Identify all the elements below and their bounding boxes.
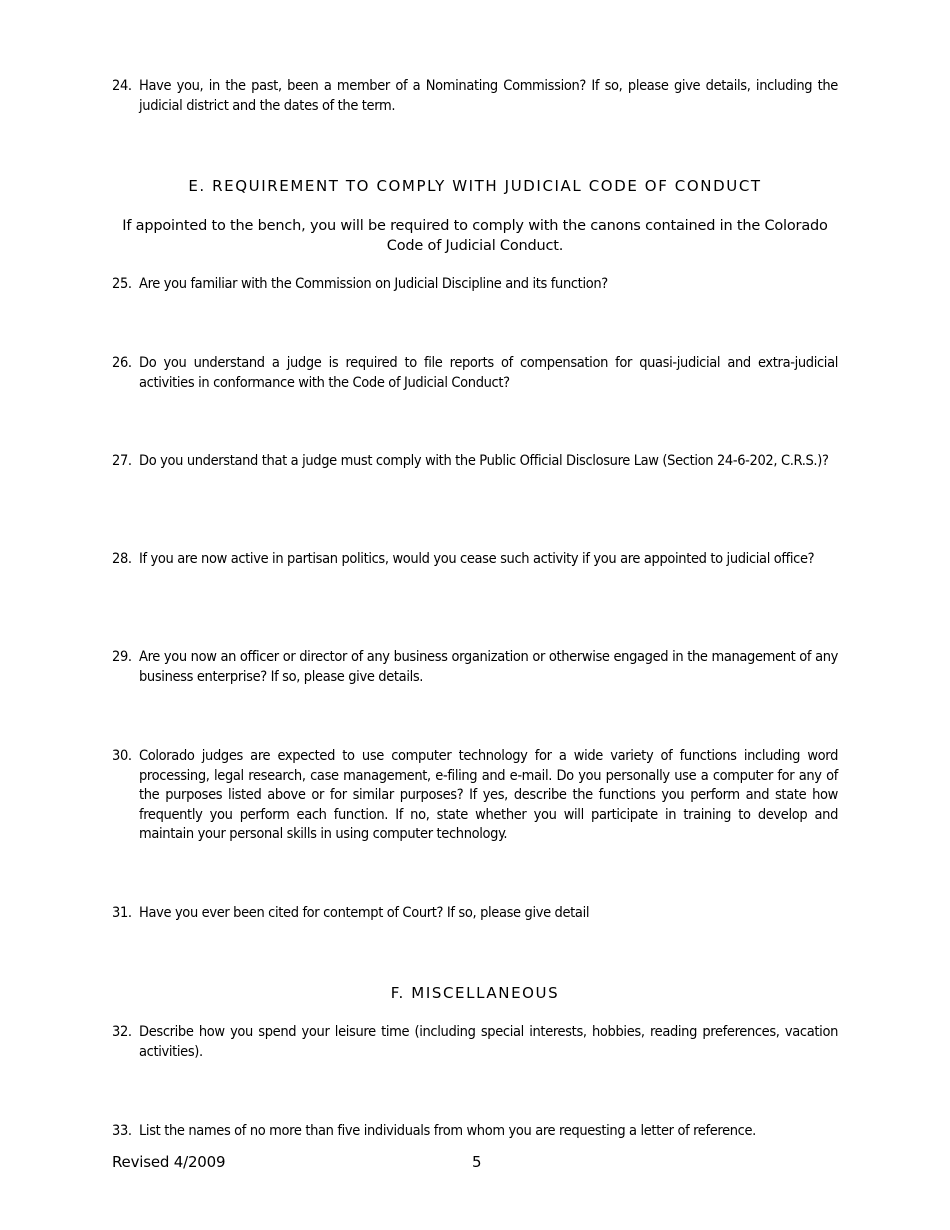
question-text: Describe how you spend your leisure time (including special interests, hobbies, reading preferences, vacation activities). (139, 1024, 838, 1060)
question-text: Have you, in the past, been a member of a Nominating Commission? If so, please give details, including the judicial district and the dates of the term. (139, 78, 838, 114)
question-text: Are you familiar with the Commission on Judicial Discipline and its function? (139, 276, 608, 292)
question-number: 24. (112, 78, 132, 94)
question-text: Colorado judges are expected to use computer technology for a wide variety of functions including word processing, legal research, case management, e-filing and e-mail. Do you personally use a computer for any of the purposes listed above or for similar purposes? If yes, describe the functions you perform and state how frequently you perform each function. If no, state whether you will participate in training to develop and maintain your personal skills in using computer technology. (139, 748, 838, 843)
question-31 (112, 904, 838, 924)
section-e-intro: If appointed to the bench, you will be required to comply with the canons contained in the Colorado Code of Judicial Conduct. (122, 218, 828, 254)
question-30 (112, 747, 838, 845)
question-number: 31. (112, 905, 132, 921)
question-33 (112, 1122, 838, 1142)
question-24 (112, 77, 838, 116)
question-29 (112, 648, 838, 687)
question-number: 32. (112, 1024, 132, 1040)
page-number: 5 (472, 1153, 482, 1171)
question-text: Do you understand that a judge must comply with the Public Official Disclosure Law (Section 24-6-202, C.R.S.)? (139, 453, 829, 469)
section-f-heading: F. MISCELLANEOUS (390, 984, 560, 1002)
question-number: 27. (112, 453, 132, 469)
question-number: 30. (112, 748, 132, 764)
question-27 (112, 452, 838, 472)
question-number: 29. (112, 649, 132, 665)
question-25 (112, 275, 838, 295)
question-text: Are you now an officer or director of any business organization or otherwise engaged in the management of any business enterprise? If so, please give details. (139, 649, 838, 685)
question-number: 25. (112, 276, 132, 292)
question-number: 26. (112, 355, 132, 371)
question-text: Have you ever been cited for contempt of Court? If so, please give detail (139, 905, 590, 921)
question-28 (112, 550, 838, 570)
question-text: Do you understand a judge is required to file reports of compensation for quasi-judicial and extra-judicial activities in conformance with the Code of Judicial Conduct? (139, 355, 838, 391)
question-text: List the names of no more than five individuals from whom you are requesting a letter of reference. (139, 1123, 756, 1139)
revision-date: Revised 4/2009 (112, 1153, 226, 1171)
question-32 (112, 1023, 838, 1062)
question-number: 33. (112, 1123, 132, 1139)
section-e-heading: E. REQUIREMENT TO COMPLY WITH JUDICIAL CODE OF CONDUCT (188, 177, 762, 195)
question-text: If you are now active in partisan politics, would you cease such activity if you are appointed to judicial office? (139, 551, 815, 567)
question-26 (112, 354, 838, 393)
question-number: 28. (112, 551, 132, 567)
